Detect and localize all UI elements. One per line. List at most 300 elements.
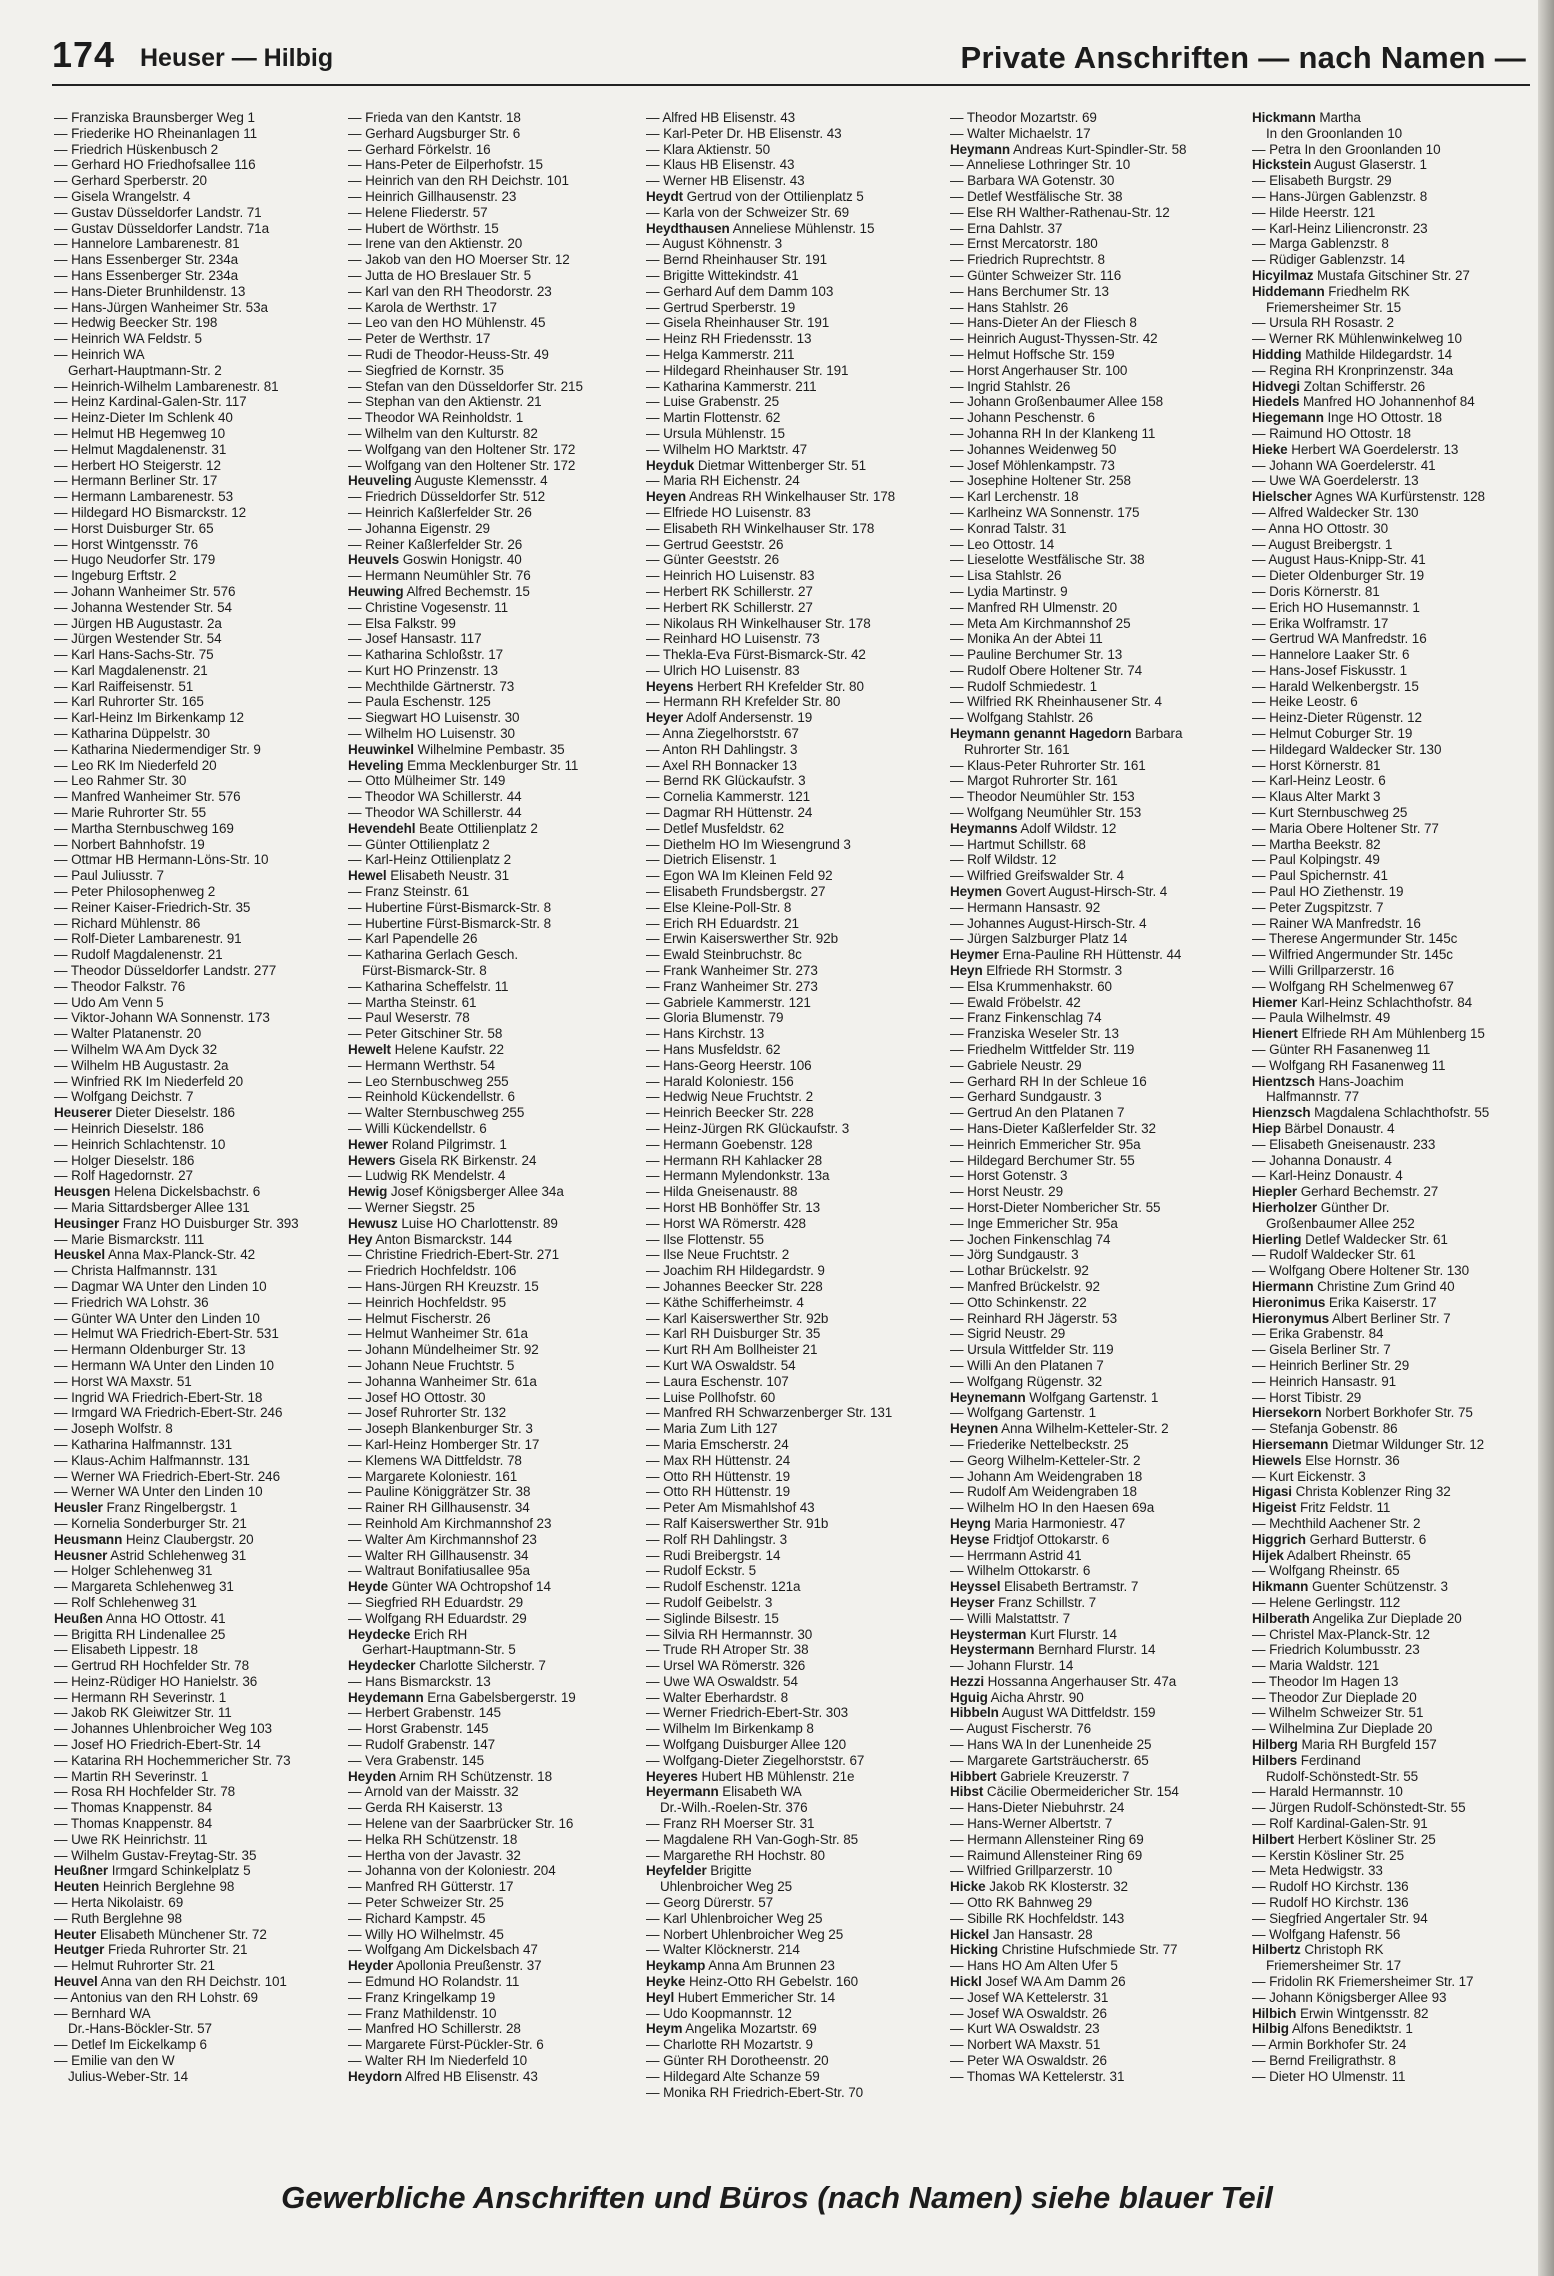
directory-entry: — Walter Am Kirchmannshof 23 bbox=[348, 1532, 638, 1548]
directory-entry: — Waltraut Bonifatiusallee 95a bbox=[348, 1563, 638, 1579]
entry-details: Franz HO Duisburger Str. 393 bbox=[122, 1215, 299, 1231]
directory-entry: — Heinrich Emmericher Str. 95a bbox=[950, 1137, 1240, 1153]
entry-details: Luise HO Charlottenstr. 89 bbox=[401, 1215, 558, 1231]
directory-entry: — Hans Kirchstr. 13 bbox=[646, 1026, 936, 1042]
directory-entry: — Hermann Goebenstr. 128 bbox=[646, 1137, 936, 1153]
surname-entry bbox=[1252, 1942, 1530, 1958]
directory-entry: — Franz Kringelkamp 19 bbox=[348, 1990, 638, 2006]
directory-entry: — Ruth Berglehne 98 bbox=[54, 1911, 344, 1927]
surname: Hiedels bbox=[1252, 394, 1300, 410]
directory-entry: — Josef WA Oswaldstr. 26 bbox=[950, 2006, 1240, 2022]
directory-entry: — Rudolf Magdalenenstr. 21 bbox=[54, 947, 344, 963]
directory-entry: — Kurt WA Oswaldstr. 54 bbox=[646, 1358, 936, 1374]
entry-details: Erwin Wintgensstr. 82 bbox=[1299, 2005, 1429, 2021]
directory-entry: — Willy HO Wilhelmstr. 45 bbox=[348, 1927, 638, 1943]
directory-entry: — Johann Neue Fruchtstr. 5 bbox=[348, 1358, 638, 1374]
directory-entry: — Regina RH Kronprinzenstr. 34a bbox=[1252, 363, 1530, 379]
surname: Higgrich bbox=[1252, 1531, 1306, 1547]
directory-entry: — Johanna RH In der Klankeng 11 bbox=[950, 426, 1240, 442]
surname-entry bbox=[1252, 1279, 1530, 1295]
directory-entry: — Walter Eberhardstr. 8 bbox=[646, 1690, 936, 1706]
surname: Hickstein bbox=[1252, 157, 1312, 173]
directory-entry: — Martha Steinstr. 61 bbox=[348, 995, 638, 1011]
directory-entry: — Elsa Falkstr. 99 bbox=[348, 616, 638, 632]
directory-entry: — August Breibergstr. 1 bbox=[1252, 537, 1530, 553]
directory-entry: — Wolfgang Obere Holtener Str. 130 bbox=[1252, 1263, 1530, 1279]
surname-entry bbox=[1252, 1548, 1530, 1564]
directory-entry: — Josef Hansastr. 117 bbox=[348, 631, 638, 647]
directory-entry: — Wolfgang van den Holtener Str. 172 bbox=[348, 442, 638, 458]
surname: Hiermann bbox=[1252, 1278, 1314, 1294]
directory-entry: — Klaus-Peter Ruhrorter Str. 161 bbox=[950, 758, 1240, 774]
entry-details: Andreas RH Winkelhauser Str. 178 bbox=[688, 489, 896, 505]
directory-entry: — Kurt HO Prinzenstr. 13 bbox=[348, 663, 638, 679]
directory-entry: — Detlef Westfälische Str. 38 bbox=[950, 189, 1240, 205]
entry-details: Maria RH Burgfeld 157 bbox=[1301, 1737, 1437, 1753]
directory-entry: — Helene van der Saarbrücker Str. 16 bbox=[348, 1816, 638, 1832]
directory-entry: — Hilde Heerstr. 121 bbox=[1252, 205, 1530, 221]
directory-entry: — Hannelore Lambarenestr. 81 bbox=[54, 236, 344, 252]
directory-entry: — Jürgen Westender Str. 54 bbox=[54, 631, 344, 647]
directory-entry: — Helene Gerlingstr. 112 bbox=[1252, 1595, 1530, 1611]
surname-entry bbox=[1252, 442, 1530, 458]
directory-entry: — Hermann WA Unter den Linden 10 bbox=[54, 1358, 344, 1374]
directory-entry: — Hans-Dieter An der Fliesch 8 bbox=[950, 315, 1240, 331]
directory-entry: — Margarete Koloniestr. 161 bbox=[348, 1469, 638, 1485]
entry-continuation: Fürst-Bismarck-Str. 8 bbox=[362, 963, 487, 979]
entry-details: Josef WA Am Damm 26 bbox=[985, 1974, 1126, 1990]
directory-entry: — Ingrid Stahlstr. 26 bbox=[950, 379, 1240, 395]
entry-details: Roland Pilgrimstr. 1 bbox=[391, 1136, 507, 1152]
directory-entry: — Thekla-Eva Fürst-Bismarck-Str. 42 bbox=[646, 647, 936, 663]
surname: Hieronymus bbox=[1252, 1310, 1330, 1326]
surname: Heyl bbox=[646, 1989, 675, 2005]
directory-entry: — Horst Grabenstr. 145 bbox=[348, 1721, 638, 1737]
directory-entry: — Arnold van der Maisstr. 32 bbox=[348, 1784, 638, 1800]
entry-details: Dieter Dieselstr. 186 bbox=[115, 1105, 235, 1121]
directory-entry: — Udo Am Venn 5 bbox=[54, 995, 344, 1011]
directory-entry: — Helga Kammerstr. 211 bbox=[646, 347, 936, 363]
directory-entry: — Paula Eschenstr. 125 bbox=[348, 694, 638, 710]
surname: Higasi bbox=[1252, 1484, 1292, 1500]
directory-entry: — Maria Waldstr. 121 bbox=[1252, 1658, 1530, 1674]
surname-entry bbox=[950, 1579, 1240, 1595]
surname-entry bbox=[950, 1769, 1240, 1785]
entry-details: Franz Schillstr. 7 bbox=[998, 1594, 1097, 1610]
directory-column-1 bbox=[54, 110, 344, 2130]
surname-entry bbox=[950, 947, 1240, 963]
surname: Hiep bbox=[1252, 1121, 1281, 1136]
directory-entry: — Wolfgang Deichstr. 7 bbox=[54, 1089, 344, 1105]
directory-entry: — Ingeburg Erftstr. 2 bbox=[54, 568, 344, 584]
directory-entry: — Leo Sternbuschweg 255 bbox=[348, 1074, 638, 1090]
directory-entry: — Rüdiger Gablenzstr. 14 bbox=[1252, 252, 1530, 268]
directory-entry: — Wolfgang RH Schelmenweg 67 bbox=[1252, 979, 1530, 995]
surname-entry bbox=[348, 1769, 638, 1785]
directory-entry: — Helene Fliederstr. 57 bbox=[348, 205, 638, 221]
surname: Heyser bbox=[950, 1594, 995, 1610]
surname-entry bbox=[348, 1042, 638, 1058]
directory-entry: — Paula Wilhelmstr. 49 bbox=[1252, 1010, 1530, 1026]
surname-entry bbox=[54, 1500, 344, 1516]
directory-entry: — Jörg Sundgaustr. 3 bbox=[950, 1247, 1240, 1263]
directory-entry: — Willi Grillparzerstr. 16 bbox=[1252, 963, 1530, 979]
directory-entry: — Gustav Düsseldorfer Landstr. 71a bbox=[54, 221, 344, 237]
directory-entry: — Rudi Breibergstr. 14 bbox=[646, 1548, 936, 1564]
directory-entry: — Hildegard Waldecker Str. 130 bbox=[1252, 742, 1530, 758]
entry-continuation: Großenbaumer Allee 252 bbox=[1266, 1215, 1415, 1231]
surname: Heuveling bbox=[348, 473, 412, 489]
surname: Hey bbox=[348, 1231, 373, 1247]
surname: Heußen bbox=[54, 1610, 103, 1626]
directory-entry: — Siegwart HO Luisenstr. 30 bbox=[348, 710, 638, 726]
surname-entry bbox=[348, 1216, 638, 1232]
directory-entry: — Horst HB Bonhöffer Str. 13 bbox=[646, 1200, 936, 1216]
directory-entry: — Theodor WA Schillerstr. 44 bbox=[348, 789, 638, 805]
directory-entry: — Günter Ottilienplatz 2 bbox=[348, 837, 638, 853]
entry-details: Christoph RK bbox=[1304, 1942, 1384, 1958]
surname-entry bbox=[1252, 1311, 1530, 1327]
directory-entry: — Karlheinz WA Sonnenstr. 175 bbox=[950, 505, 1240, 521]
directory-entry: — Gertrud Sperberstr. 19 bbox=[646, 300, 936, 316]
surname-entry bbox=[348, 552, 638, 568]
directory-entry: — Friederike HO Rheinanlagen 11 bbox=[54, 126, 344, 142]
surname-entry bbox=[950, 1927, 1240, 1943]
directory-entry: — Wolfgang RH Eduardstr. 29 bbox=[348, 1611, 638, 1627]
directory-entry: — Theodor WA Schillerstr. 44 bbox=[348, 805, 638, 821]
directory-entry: — Werner Friedrich-Ebert-Str. 303 bbox=[646, 1705, 936, 1721]
directory-entry: — Hermann Berliner Str. 17 bbox=[54, 473, 344, 489]
entry-details: Detlef Waldecker Str. 61 bbox=[1305, 1231, 1448, 1247]
directory-entry: — Johann Wanheimer Str. 576 bbox=[54, 584, 344, 600]
directory-entry: — Hannelore Laaker Str. 6 bbox=[1252, 647, 1530, 663]
surname: Hibst bbox=[950, 1784, 984, 1800]
directory-entry: — Friedrich WA Lohstr. 36 bbox=[54, 1295, 344, 1311]
directory-entry: — Hugo Neudorfer Str. 179 bbox=[54, 552, 344, 568]
directory-entry: — Irene van den Aktienstr. 20 bbox=[348, 236, 638, 252]
directory-entry: — Hertha von der Javastr. 32 bbox=[348, 1848, 638, 1864]
surname: Heydecke bbox=[348, 1626, 411, 1642]
entry-details: Hubert Emmericher Str. 14 bbox=[677, 1989, 836, 2005]
directory-entry: — Hans WA In der Lunenheide 25 bbox=[950, 1737, 1240, 1753]
surname: Hilbers bbox=[1252, 1752, 1298, 1768]
directory-entry: — Hans-Josef Fiskusstr. 1 bbox=[1252, 663, 1530, 679]
directory-entry: — Hubert de Wörthstr. 15 bbox=[348, 221, 638, 237]
directory-entry: — Alfred HB Elisenstr. 43 bbox=[646, 110, 936, 126]
directory-entry: — Hans HO Am Alten Ufer 5 bbox=[950, 1958, 1240, 1974]
surname-entry bbox=[1252, 1579, 1530, 1595]
directory-entry: — Werner HB Elisenstr. 43 bbox=[646, 173, 936, 189]
directory-entry: — Konrad Talstr. 31 bbox=[950, 521, 1240, 537]
surname: Hiersekorn bbox=[1252, 1405, 1322, 1421]
directory-entry: — Heinrich Dieselstr. 186 bbox=[54, 1121, 344, 1137]
directory-entry: — Richard Mühlenstr. 86 bbox=[54, 916, 344, 932]
directory-entry: — Heinz RH Friedensstr. 13 bbox=[646, 331, 936, 347]
directory-entry: — Rudolf Waldecker Str. 61 bbox=[1252, 1247, 1530, 1263]
directory-entry: — Horst WA Maxstr. 51 bbox=[54, 1374, 344, 1390]
surname: Heusgen bbox=[54, 1184, 111, 1200]
surname-entry bbox=[54, 1105, 344, 1121]
directory-entry: — Detlef Im Eickelkamp 6 bbox=[54, 2037, 344, 2053]
directory-entry: — Jochen Finkenschlag 74 bbox=[950, 1232, 1240, 1248]
directory-entry: — Wilhelmina Zur Dieplade 20 bbox=[1252, 1721, 1530, 1737]
directory-entry: — Heinz-Jürgen RK Glückaufstr. 3 bbox=[646, 1121, 936, 1137]
directory-entry: — Martin Flottenstr. 62 bbox=[646, 410, 936, 426]
directory-entry: — Helka RH Schützenstr. 18 bbox=[348, 1832, 638, 1848]
directory-entry: — Manfred HO Schillerstr. 28 bbox=[348, 2021, 638, 2037]
entry-details: Anna van den RH Deichstr. 101 bbox=[100, 1974, 287, 1990]
directory-entry: — Wolfgang Am Dickelsbach 47 bbox=[348, 1942, 638, 1958]
directory-column-3 bbox=[646, 110, 936, 2130]
surname: Hicking bbox=[950, 1942, 999, 1958]
directory-entry: — Uwe WA Goerdelerstr. 13 bbox=[1252, 473, 1530, 489]
surname-entry bbox=[950, 1627, 1240, 1643]
directory-entry: — Gerhard Auf dem Damm 103 bbox=[646, 284, 936, 300]
directory-entry: — Karl-Heinz Ottilienplatz 2 bbox=[348, 852, 638, 868]
directory-entry: — Paul Kolpingstr. 49 bbox=[1252, 852, 1530, 868]
directory-entry: — Norbert Bahnhofstr. 19 bbox=[54, 837, 344, 853]
directory-entry: — Wolfgang Hafenstr. 56 bbox=[1252, 1927, 1530, 1943]
directory-entry: — Horst Tibistr. 29 bbox=[1252, 1390, 1530, 1406]
directory-entry: — Leo van den HO Mühlenstr. 45 bbox=[348, 315, 638, 331]
directory-entry: — Kornelia Sonderburger Str. 21 bbox=[54, 1516, 344, 1532]
directory-entry: — Jürgen HB Augustastr. 2a bbox=[54, 616, 344, 632]
directory-entry: — Margareta Schlehenweg 31 bbox=[54, 1579, 344, 1595]
entry-details: Christine Zum Grind 40 bbox=[1317, 1278, 1455, 1294]
directory-entry: — Gustav Düsseldorfer Landstr. 71 bbox=[54, 205, 344, 221]
directory-entry: — Johanna Wanheimer Str. 61a bbox=[348, 1374, 638, 1390]
entry-details: Beate Ottilienplatz 2 bbox=[419, 820, 538, 836]
directory-entry: — Katharina Schloßstr. 17 bbox=[348, 647, 638, 663]
directory-entry: — Katharina Halfmannstr. 131 bbox=[54, 1437, 344, 1453]
directory-entry: — Bernhard WA bbox=[54, 2006, 344, 2022]
directory-entry: — Käthe Schifferheimstr. 4 bbox=[646, 1295, 936, 1311]
directory-entry: — Maria RH Eichenstr. 24 bbox=[646, 473, 936, 489]
directory-entry: — Franziska Weseler Str. 13 bbox=[950, 1026, 1240, 1042]
directory-entry: — Meta Hedwigstr. 33 bbox=[1252, 1863, 1530, 1879]
directory-entry: — Manfred Wanheimer Str. 576 bbox=[54, 789, 344, 805]
entry-details: Apollonia Preußenstr. 37 bbox=[396, 1958, 542, 1974]
surname: Heyke bbox=[646, 1974, 686, 1990]
surname: Heuwinkel bbox=[348, 741, 414, 757]
directory-entry: — Franziska Braunsberger Weg 1 bbox=[54, 110, 344, 126]
surname: Heymann genannt Hagedorn bbox=[950, 726, 1132, 742]
directory-entry: — Ludwig RK Mendelstr. 4 bbox=[348, 1168, 638, 1184]
entry-details: Hossanna Angerhauser Str. 47a bbox=[987, 1673, 1177, 1689]
entry-details: Franz Ringelbergstr. 1 bbox=[106, 1500, 238, 1516]
directory-entry: — Stefanja Gobenstr. 86 bbox=[1252, 1421, 1530, 1437]
directory-entry: — Katharina Kammerstr. 211 bbox=[646, 379, 936, 395]
entry-details: Martha bbox=[1319, 110, 1361, 125]
surname-entry bbox=[348, 1184, 638, 1200]
directory-entry: — Thomas WA Kettelerstr. 31 bbox=[950, 2069, 1240, 2085]
directory-entry: — Ilse Flottenstr. 55 bbox=[646, 1232, 936, 1248]
directory-entry: — Klemens WA Dittfeldstr. 78 bbox=[348, 1453, 638, 1469]
entry-details: Mathilde Hildegardstr. 14 bbox=[1305, 346, 1453, 362]
surname: Heydemann bbox=[348, 1689, 424, 1705]
directory-entry: — Heinrich Beecker Str. 228 bbox=[646, 1105, 936, 1121]
surname-entry bbox=[348, 584, 638, 600]
directory-entry: — Johanna von der Koloniestr. 204 bbox=[348, 1863, 638, 1879]
surname-entry bbox=[1252, 394, 1530, 410]
entry-details: Guenter Schützenstr. 3 bbox=[1311, 1579, 1448, 1595]
entry-details: Herbert WA Goerdelerstr. 13 bbox=[1291, 441, 1459, 457]
surname: Hicke bbox=[950, 1879, 986, 1895]
directory-entry: — Wolfgang Rheinstr. 65 bbox=[1252, 1563, 1530, 1579]
surname: Hewers bbox=[348, 1152, 396, 1168]
surname-entry bbox=[646, 679, 936, 695]
directory-entry: — Karl Lerchenstr. 18 bbox=[950, 489, 1240, 505]
surname: Hicyilmaz bbox=[1252, 267, 1314, 283]
directory-entry: — Katharina Scheffelstr. 11 bbox=[348, 979, 638, 995]
directory-entry: — Gerhard Augsburger Str. 6 bbox=[348, 126, 638, 142]
directory-entry: — Kurt WA Oswaldstr. 23 bbox=[950, 2021, 1240, 2037]
directory-entry: — Ernst Mercatorstr. 180 bbox=[950, 236, 1240, 252]
directory-entry: — Christel Max-Planck-Str. 12 bbox=[1252, 1627, 1530, 1643]
directory-entry: — Willi Kückendellstr. 6 bbox=[348, 1121, 638, 1137]
directory-entry: — Gerhard HO Friedhofsallee 116 bbox=[54, 157, 344, 173]
surname-entry bbox=[1252, 1484, 1530, 1500]
surname: Heuwing bbox=[348, 583, 404, 599]
directory-entry: — Franz Mathildenstr. 10 bbox=[348, 2006, 638, 2022]
directory-entry: — Wilhelm HO In den Haesen 69a bbox=[950, 1500, 1240, 1516]
directory-entry: — Rudolf Grabenstr. 147 bbox=[348, 1737, 638, 1753]
directory-entry: — Hilda Gneisenaustr. 88 bbox=[646, 1184, 936, 1200]
directory-entry: — Hans-Georg Heerstr. 106 bbox=[646, 1058, 936, 1074]
directory-entry: — Mechthild Aachener Str. 2 bbox=[1252, 1516, 1530, 1532]
surname: Heuvels bbox=[348, 552, 400, 568]
directory-entry: — Walter Michaelstr. 17 bbox=[950, 126, 1240, 142]
directory-entry: — Ursula Mühlenstr. 15 bbox=[646, 426, 936, 442]
directory-entry: — Friedhelm Wittfelder Str. 119 bbox=[950, 1042, 1240, 1058]
entry-details: Bernhard Flurstr. 14 bbox=[1038, 1642, 1156, 1658]
directory-entry: — Karola de Werthstr. 17 bbox=[348, 300, 638, 316]
directory-entry: — Petra In den Groonlanden 10 bbox=[1252, 142, 1530, 158]
entry-details: Zoltan Schifferstr. 26 bbox=[1303, 378, 1426, 394]
surname: Hielscher bbox=[1252, 489, 1312, 505]
entry-details: Else Hornstr. 36 bbox=[1305, 1452, 1400, 1468]
surname: Hickmann bbox=[1252, 110, 1316, 125]
directory-entry: — Else RH Walther-Rathenau-Str. 12 bbox=[950, 205, 1240, 221]
directory-entry: — Wilfried Angermunder Str. 145c bbox=[1252, 947, 1530, 963]
directory-entry: — Erwin Kaiserswerther Str. 92b bbox=[646, 931, 936, 947]
surname: Heuskel bbox=[54, 1247, 106, 1263]
surname-entry bbox=[646, 710, 936, 726]
directory-entry: — Gertrud An den Platanen 7 bbox=[950, 1105, 1240, 1121]
surname: Hijek bbox=[1252, 1547, 1284, 1563]
entry-details: Irmgard Schinkelplatz 5 bbox=[111, 1863, 251, 1879]
directory-entry: — Christine Friedrich-Ebert-Str. 271 bbox=[348, 1247, 638, 1263]
directory-entry: — Viktor-Johann WA Sonnenstr. 173 bbox=[54, 1010, 344, 1026]
entry-continuation: Dr.-Hans-Böckler-Str. 57 bbox=[68, 2021, 212, 2037]
directory-entry: — Heinrich HO Luisenstr. 83 bbox=[646, 568, 936, 584]
directory-entry: — Rolf Kardinal-Galen-Str. 91 bbox=[1252, 1816, 1530, 1832]
directory-entry: — Josephine Holtener Str. 258 bbox=[950, 473, 1240, 489]
directory-entry: — Erich HO Husemannstr. 1 bbox=[1252, 600, 1530, 616]
entry-details: Gertrud von der Ottilienplatz 5 bbox=[686, 188, 864, 204]
entry-details: Brigitte bbox=[710, 1863, 752, 1879]
directory-entry: — Wolfgang Rügenstr. 32 bbox=[950, 1374, 1240, 1390]
surname-entry bbox=[1252, 1026, 1530, 1042]
surname: Heuter bbox=[54, 1926, 97, 1942]
directory-entry: — Elisabeth Frundsbergstr. 27 bbox=[646, 884, 936, 900]
entry-details: Goswin Honigstr. 40 bbox=[402, 552, 522, 568]
surname: Heydt bbox=[646, 188, 684, 204]
directory-entry: — Gerda RH Kaiserstr. 13 bbox=[348, 1800, 638, 1816]
surname-entry bbox=[1252, 1405, 1530, 1421]
entry-details: Agnes WA Kurfürstenstr. 128 bbox=[1314, 489, 1485, 505]
directory-entry: — Peter Philosophenweg 2 bbox=[54, 884, 344, 900]
directory-entry: — Friedrich Hüskenbusch 2 bbox=[54, 142, 344, 158]
directory-entry: — Erika Wolframstr. 17 bbox=[1252, 616, 1530, 632]
page-header bbox=[52, 30, 1526, 82]
surname-entry bbox=[348, 1153, 638, 1169]
entry-continuation: Rudolf-Schönstedt-Str. 55 bbox=[1266, 1768, 1419, 1784]
directory-entry: — Kurt Sternbuschweg 25 bbox=[1252, 805, 1530, 821]
entry-details: Andreas Kurt-Spindler-Str. 58 bbox=[1012, 141, 1187, 157]
page-edge bbox=[1538, 0, 1554, 2276]
directory-entry: — Josef HO Ottostr. 30 bbox=[348, 1390, 638, 1406]
directory-entry: — Wilhelm HO Marktstr. 47 bbox=[646, 442, 936, 458]
directory-entry: — Karl van den RH Theodorstr. 23 bbox=[348, 284, 638, 300]
directory-entry: — Leo Rahmer Str. 30 bbox=[54, 773, 344, 789]
directory-entry: — Johann Am Weidengraben 18 bbox=[950, 1469, 1240, 1485]
surname-entry bbox=[950, 1879, 1240, 1895]
directory-entry: — Hermann Oldenburger Str. 13 bbox=[54, 1342, 344, 1358]
directory-entry: — Irmgard WA Friedrich-Ebert-Str. 246 bbox=[54, 1405, 344, 1421]
entry-details: Christine Hufschmiede Str. 77 bbox=[1001, 1942, 1178, 1958]
directory-entry: — Josef HO Friedrich-Ebert-Str. 14 bbox=[54, 1737, 344, 1753]
directory-entry: — Johann Großenbaumer Allee 158 bbox=[950, 394, 1240, 410]
directory-entry: — Gloria Blumenstr. 79 bbox=[646, 1010, 936, 1026]
surname-entry bbox=[950, 1595, 1240, 1611]
surname: Hikmann bbox=[1252, 1579, 1309, 1595]
surname: Heyden bbox=[348, 1768, 397, 1784]
surname: Hickel bbox=[950, 1926, 990, 1942]
directory-entry: — Anna HO Ottostr. 30 bbox=[1252, 521, 1530, 537]
directory-entry: — Hermann Werthstr. 54 bbox=[348, 1058, 638, 1074]
surname: Heyse bbox=[950, 1531, 990, 1547]
directory-entry: — Rudolf Am Weidengraben 18 bbox=[950, 1484, 1240, 1500]
directory-entry: — Johann WA Goerdelerstr. 41 bbox=[1252, 458, 1530, 474]
directory-entry: — Wilfried RK Rheinhausener Str. 4 bbox=[950, 694, 1240, 710]
entry-details: Elisabeth Münchener Str. 72 bbox=[99, 1926, 267, 1942]
directory-entry: — Hans-Jürgen Gablenzstr. 8 bbox=[1252, 189, 1530, 205]
directory-entry: — Hermann Allensteiner Ring 69 bbox=[950, 1832, 1240, 1848]
directory-entry: — Hildegard Alte Schanze 59 bbox=[646, 2069, 936, 2085]
surname-entry bbox=[1252, 1295, 1530, 1311]
surname: Heystermann bbox=[950, 1642, 1035, 1658]
entry-details: Govert August-Hirsch-Str. 4 bbox=[1005, 884, 1168, 900]
footer-note: Gewerbliche Anschriften und Büros (nach Namen) siehe blauer Teil bbox=[281, 2180, 1273, 2215]
directory-entry: — Stefan van den Düsseldorfer Str. 215 bbox=[348, 379, 638, 395]
surname-entry bbox=[348, 821, 638, 837]
entry-details: Anna HO Ottostr. 41 bbox=[105, 1610, 226, 1626]
directory-entry: — Günter WA Unter den Linden 10 bbox=[54, 1311, 344, 1327]
page-number: 174 bbox=[52, 34, 116, 75]
surname: Hewusz bbox=[348, 1215, 398, 1231]
directory-entry: — Karl Raiffeisenstr. 51 bbox=[54, 679, 344, 695]
surname-entry bbox=[348, 868, 638, 884]
directory-entry: — Karl Papendelle 26 bbox=[348, 931, 638, 947]
surname-entry bbox=[1252, 1753, 1530, 1769]
directory-entry: — Leo Ottostr. 14 bbox=[950, 537, 1240, 553]
entry-details: Astrid Schlehenweg 31 bbox=[110, 1547, 247, 1563]
surname-entry bbox=[646, 1958, 936, 1974]
entry-details: Angelika Zur Dieplade 20 bbox=[1312, 1610, 1462, 1626]
directory-entry: — Wolfgang Neumühler Str. 153 bbox=[950, 805, 1240, 821]
directory-entry: — Leo RK Im Niederfeld 20 bbox=[54, 758, 344, 774]
